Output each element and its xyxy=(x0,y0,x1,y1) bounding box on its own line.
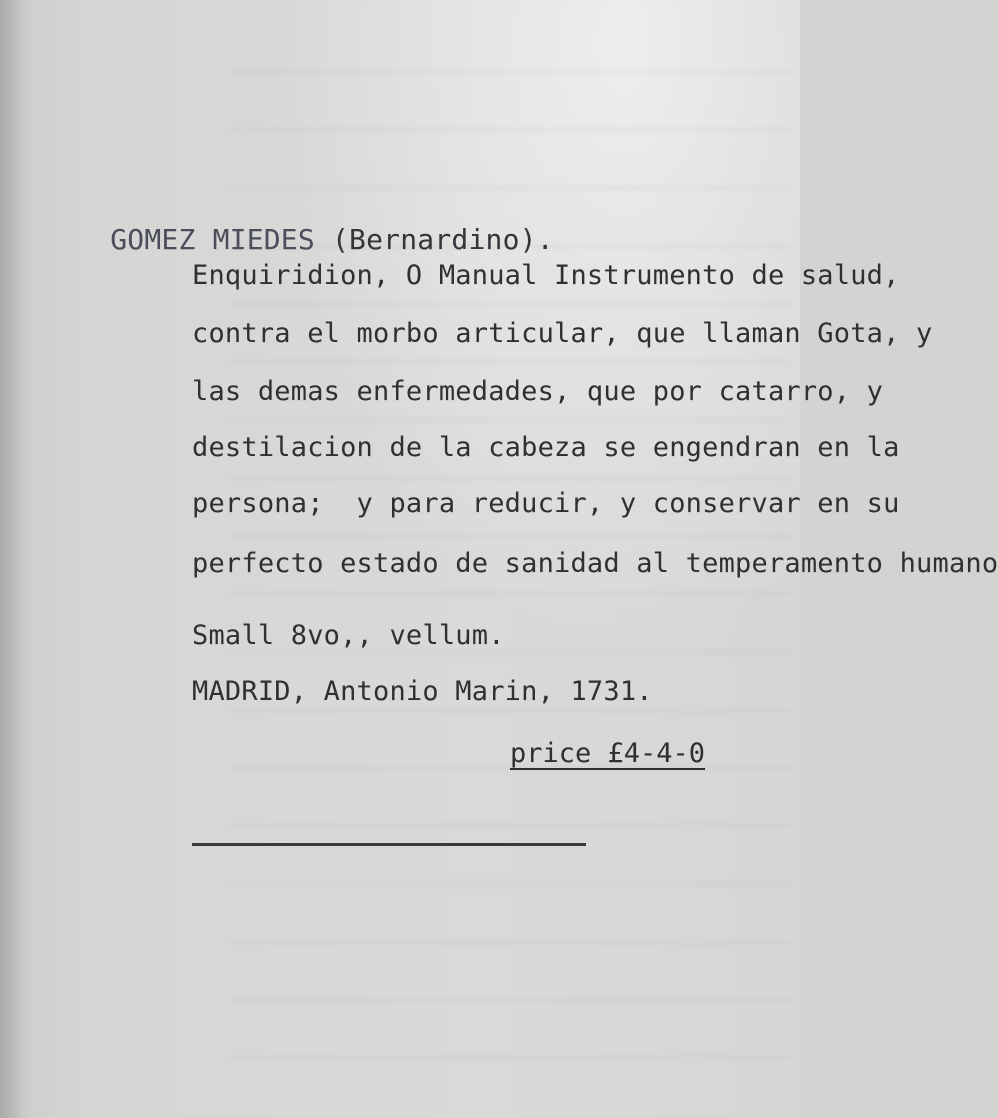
card-edge-shadow xyxy=(0,0,20,1118)
author-surname: GOMEZ MIEDES xyxy=(110,223,315,256)
author-given-name: (Bernardino). xyxy=(332,223,554,256)
title-line-5: persona; y para reducir, y conservar en su xyxy=(192,488,900,519)
title-line-4: destilacion de la cabeza se engendran en la xyxy=(192,432,900,463)
imprint-line: MADRID, Antonio Marin, 1731. xyxy=(192,676,653,707)
title-line-2: contra el morbo articular, que llaman Gota, y xyxy=(192,318,933,349)
title-line-3: las demas enfermedades, que por catarro, y xyxy=(192,376,884,407)
price-label: price £4-4-0 xyxy=(510,738,706,769)
divider-rule xyxy=(192,843,586,846)
title-line-6: perfecto estado de sanidad al temperamento humano xyxy=(192,548,998,579)
title-line-1: Enquiridion, O Manual Instrumento de salud, xyxy=(192,260,900,291)
format-line: Small 8vo,, vellum. xyxy=(192,620,505,651)
